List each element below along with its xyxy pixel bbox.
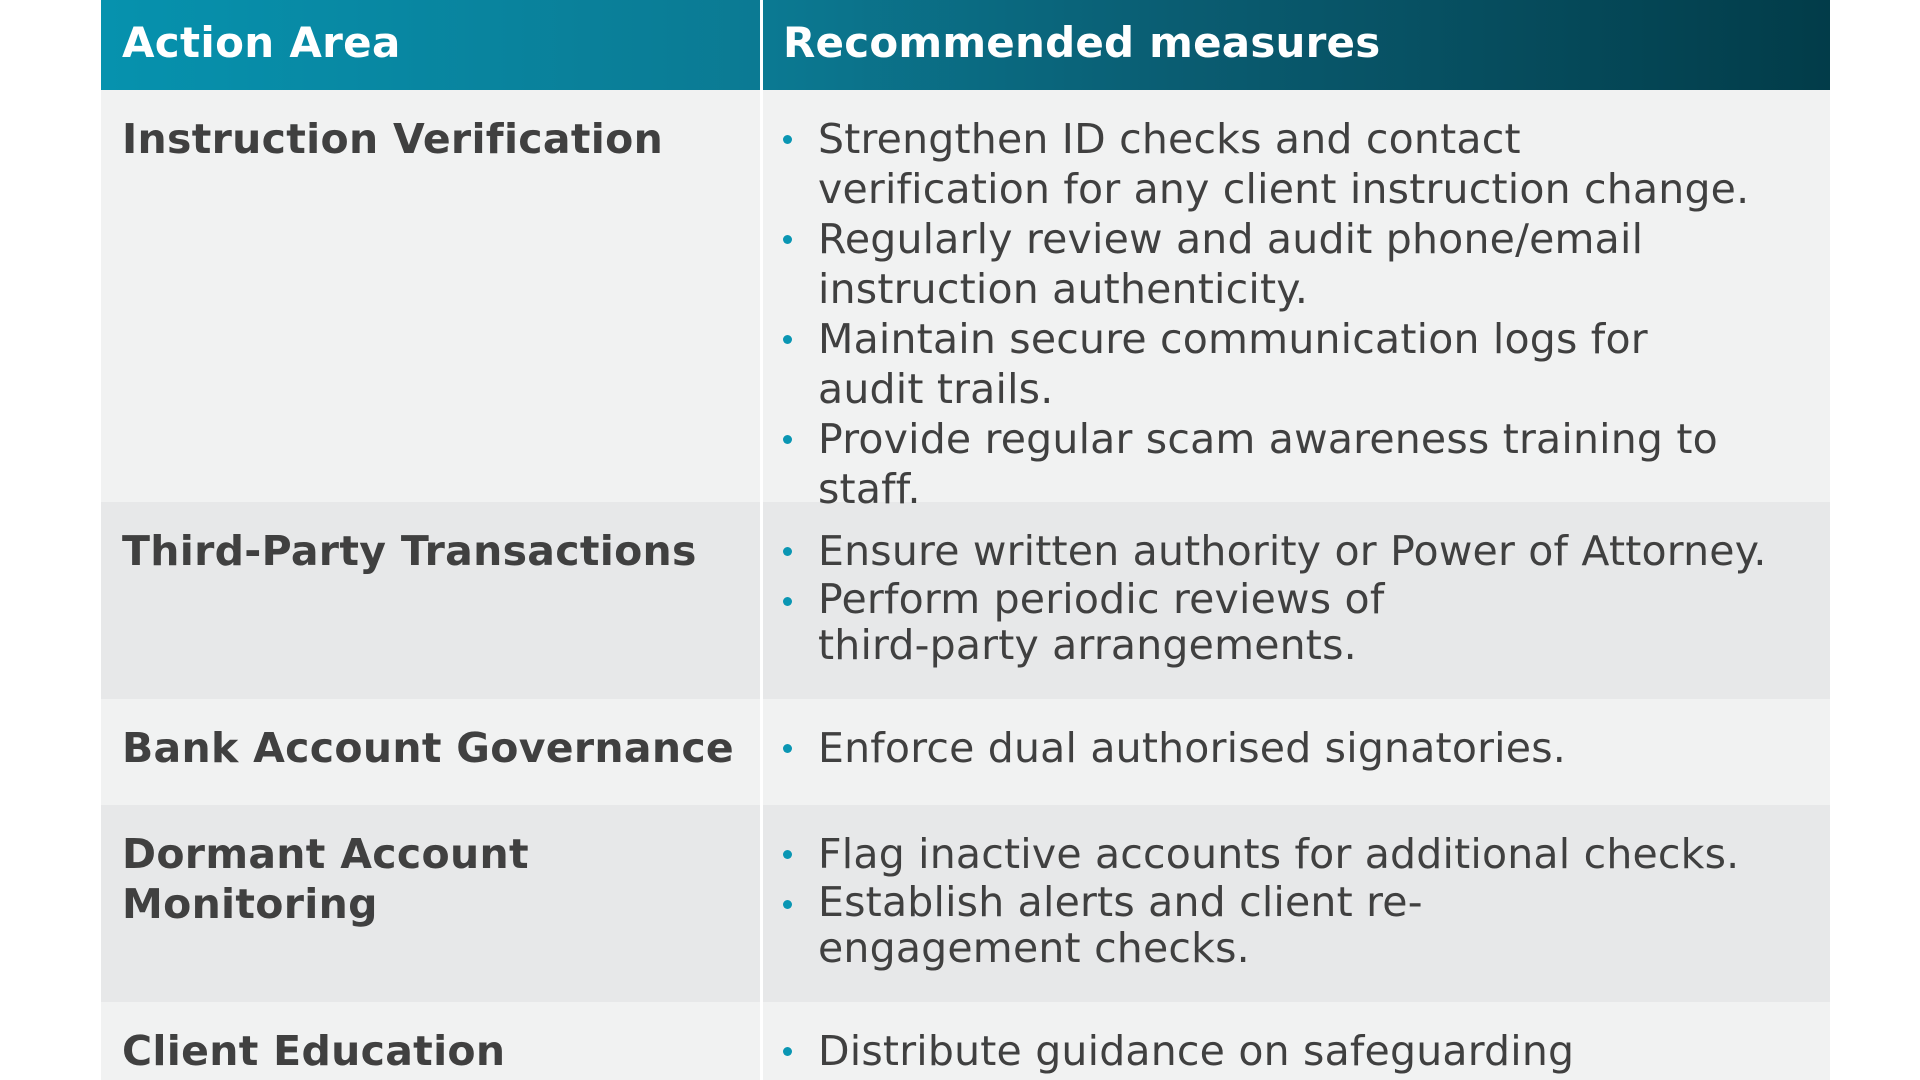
- list-item: [783, 723, 1810, 773]
- list-item: [783, 829, 1810, 879]
- bullet-icon: [783, 744, 792, 753]
- action-area-cell: Client Education: [101, 1002, 763, 1080]
- bullet-icon: [783, 435, 792, 444]
- table-row: [101, 502, 1830, 699]
- measures-table: [101, 0, 1830, 1080]
- list-item: [783, 1026, 1810, 1076]
- header-action-area: Action Area: [101, 0, 763, 90]
- measure-text: Establish alerts and client re-engagement checks.: [818, 878, 1423, 972]
- table-row: [101, 1002, 1830, 1080]
- bullet-icon: [783, 335, 792, 344]
- measure-text: Flag inactive accounts for additional checks.: [818, 830, 1740, 878]
- list-item: [783, 879, 1438, 971]
- bullet-icon: [783, 1047, 792, 1056]
- measures-list: [783, 526, 1810, 668]
- list-item: [783, 214, 1698, 314]
- table-row: [101, 805, 1830, 1002]
- bullet-icon: [783, 850, 792, 859]
- measures-cell: [763, 699, 1830, 805]
- bullet-icon: [783, 135, 792, 144]
- measures-cell: [763, 90, 1830, 513]
- measure-text: Regularly review and audit phone/email instruction authenticity.: [818, 215, 1644, 313]
- list-item: [783, 526, 1810, 576]
- measure-text: Maintain secure communication logs for audit trails.: [818, 315, 1648, 413]
- list-item: [783, 314, 1698, 414]
- header-recommended-measures: Recommended measures: [783, 18, 1381, 67]
- bullet-icon: [783, 547, 792, 556]
- action-area-cell: Instruction Verification: [101, 90, 763, 502]
- measure-text: Ensure written authority or Power of Attorney.: [818, 527, 1767, 575]
- measures-cell: [763, 502, 1830, 699]
- table-row: [101, 699, 1830, 805]
- bullet-icon: [783, 597, 792, 606]
- measure-text: Provide regular scam awareness training to staff.: [818, 415, 1718, 513]
- action-area-cell: Bank Account Governance: [101, 699, 763, 805]
- action-area-cell: Third-Party Transactions: [101, 502, 763, 699]
- measures-list: [783, 1026, 1810, 1076]
- table-header: [101, 0, 1830, 90]
- list-item: [783, 114, 1758, 214]
- measure-text: Enforce dual authorised signatories.: [818, 724, 1566, 772]
- measures-cell: [763, 1002, 1830, 1080]
- bullet-icon: [783, 900, 792, 909]
- measures-list: [783, 114, 1810, 514]
- list-item: [783, 576, 1498, 668]
- measure-text: Strengthen ID checks and contact verification for any client instruction change.: [818, 115, 1750, 213]
- list-item: [783, 414, 1810, 514]
- measure-text: Perform periodic reviews of third-party arrangements.: [818, 575, 1385, 669]
- measures-cell: [763, 805, 1830, 1002]
- measures-list: [783, 723, 1810, 773]
- table-row: [101, 90, 1830, 513]
- bullet-icon: [783, 235, 792, 244]
- action-area-cell: Dormant Account Monitoring: [101, 805, 763, 1002]
- measure-text: Distribute guidance on safeguarding: [818, 1027, 1575, 1075]
- measures-list: [783, 829, 1810, 971]
